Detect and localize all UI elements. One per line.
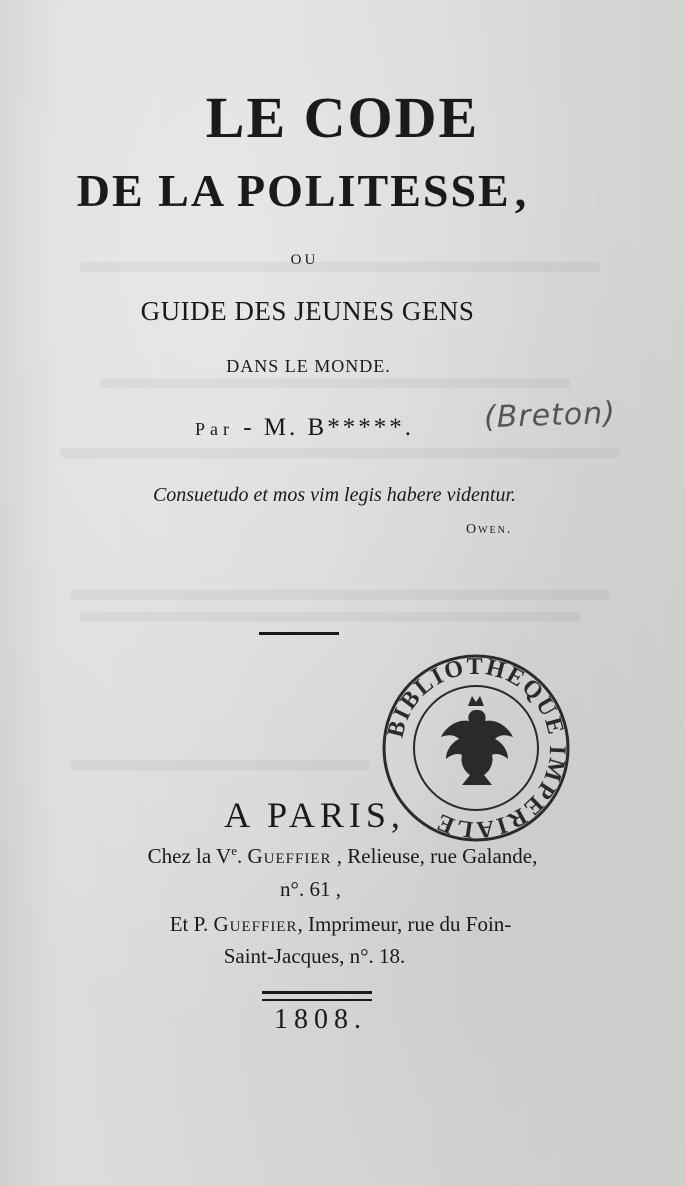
title-line-1: LE CODE xyxy=(205,85,480,150)
imprint-line-3-rest: , Imprimeur, rue du Foin- xyxy=(297,912,512,936)
imprint-line-3-pre: Et P. xyxy=(169,912,214,936)
subtitle-ou: OU xyxy=(290,252,319,268)
imprint-printer-name: Gueffier xyxy=(247,844,332,868)
double-rule xyxy=(262,991,372,1001)
imprint-line-3 xyxy=(0,912,683,937)
imprint-line-4: Saint-Jacques, n°. 18. xyxy=(223,944,406,968)
author-par: Par xyxy=(195,419,234,439)
eagle-icon xyxy=(441,696,513,785)
bleed-through xyxy=(70,760,370,770)
subtitle-guide: GUIDE DES JEUNES GENS xyxy=(140,296,475,326)
imprint-line-1-pre: Chez la V xyxy=(147,844,232,868)
divider-rule xyxy=(259,632,339,635)
imprint-line-1 xyxy=(0,843,685,869)
stamp-text: BIBLIOTHEQUE IMPERIALE xyxy=(382,653,571,843)
imprint-place: A PARIS, xyxy=(224,795,405,835)
bleed-through xyxy=(80,612,580,622)
epigraph-motto: Consuetudo et mos vim legis habere videntur. xyxy=(152,484,517,506)
imprint-line-2: n°. 61 , xyxy=(280,877,341,901)
publication-year: 1808. xyxy=(274,1004,367,1035)
bleed-through xyxy=(100,378,570,388)
imprint-line-1-rest: , Relieuse, rue Galande, xyxy=(331,844,538,868)
title-line-2 xyxy=(0,164,645,217)
bleed-through xyxy=(60,448,620,458)
title-comma: , xyxy=(514,165,529,216)
epigraph-source: Owen. xyxy=(466,522,513,537)
author-name: M. B*****. xyxy=(263,414,414,441)
subtitle-dans: DANS LE MONDE. xyxy=(226,356,391,376)
imprint-line-1-post: . xyxy=(237,844,248,868)
bleed-through xyxy=(70,590,610,600)
imprint-superscript: e xyxy=(231,843,237,858)
title-line-2-text: DE LA POLITESSE xyxy=(76,165,511,216)
handwritten-annotation: (Breton) xyxy=(483,395,617,436)
author-line: Par - M. B*****. xyxy=(195,414,414,441)
imprint-printer-name-2: Gueffier xyxy=(213,912,298,936)
